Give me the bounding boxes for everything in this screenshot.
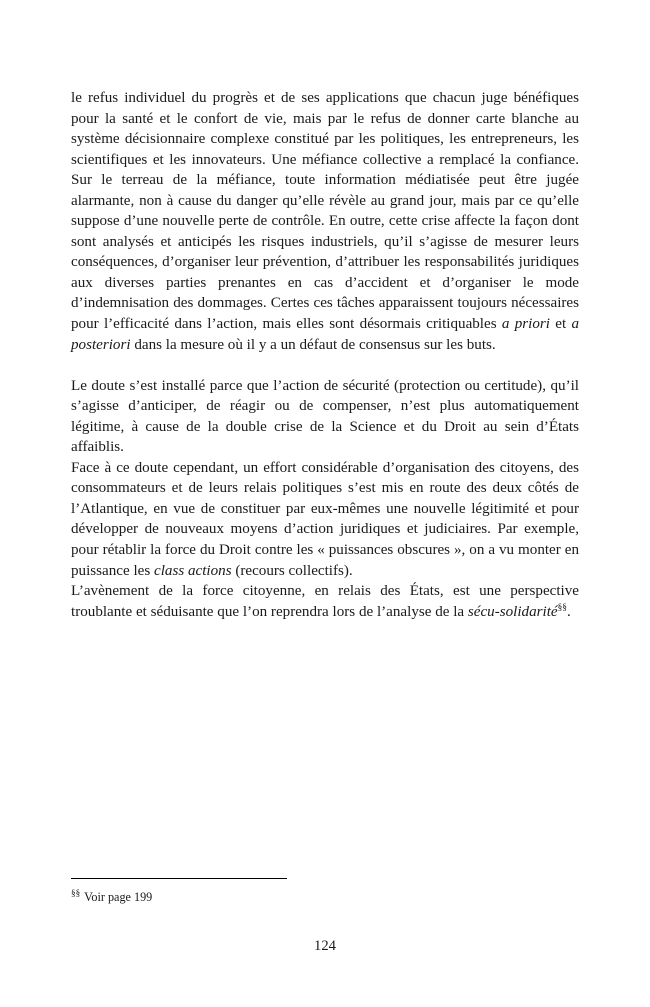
text-run: L’avènement de la force citoyenne, en relais des États, est une perspective troublante et séduisante que l’on reprendra lors de l’analyse de la	[71, 583, 579, 620]
body-paragraph-3	[71, 458, 579, 581]
text-run: .	[566, 603, 571, 620]
body-paragraph-4	[71, 581, 579, 622]
body-paragraph-1	[71, 88, 579, 355]
text-run: dans la mesure où il y a un défaut de consensus sur les buts.	[130, 336, 496, 353]
page-number: 124	[314, 938, 336, 954]
emphasis-text: sécu-solidarité	[467, 603, 558, 620]
text-run: Le doute s’est installé parce que l’action de sécurité (protection ou certitude), qu’il s’agisse d’anticiper, de réagir ou de compenser, n’est plus automatiquement légitime, à cause de la double crise de la Science et du Droit au sein d’États affaiblis.	[71, 377, 579, 456]
text-run: et	[549, 316, 572, 333]
emphasis-text: class actions	[154, 562, 232, 579]
footnote-area	[71, 878, 579, 905]
footnote-separator-rule	[71, 878, 287, 879]
footnote-label: Voir page 199	[84, 890, 153, 904]
footnote-reference-marker: §§	[557, 602, 567, 613]
footnote-entry	[71, 887, 579, 905]
body-text-column	[71, 88, 579, 622]
emphasis-text: a priori	[501, 316, 550, 333]
body-paragraph-2	[71, 376, 579, 458]
text-run: le refus individuel du progrès et de ses applications que chacun juge bénéfiques pour la santé et le confort de vie, mais par le refus de donner carte blanche au système décisionnaire complexe constitué par les politiques, les entrepreneurs, les scientifiques et les innovateurs. Une méfiance collective a remplacé la confiance. Sur le terreau de la méfiance, toute information médiatisée peut être jugée alarmante, non à cause du danger qu’elle révèle au grand jour, mais par ce qu’elle suppose d’une nouvelle perte de contrôle. En outre, cette crise affecte la façon dont sont analysés et anticipés les risques industriels, qu’il s’agisse de mesurer leurs conséquences, d’organiser leur prévention, d’attribuer les responsabilités juridiques aux diverses parties prenantes en cas d’accident et d’organiser le mode d’indemnisation des dommages. Certes ces tâches apparaissent toujours nécessaires pour l’efficacité dans l’action, mais elles sont désormais critiquables	[71, 90, 579, 333]
footnote-marker: §§	[71, 887, 81, 898]
text-run: (recours collectifs).	[231, 562, 353, 579]
text-run: Face à ce doute cependant, un effort considérable d’organisation des citoyens, des consommateurs et de leurs relais politiques s’est mis en route des deux côtés de l’Atlantique, en vue de constituer par eux-mêmes une nouvelle légitimité et pour développer de nouveaux moyens d’action juridiques et judiciaires. Par exemple, pour rétablir la force du Droit contre les « puissances obscures », on a vu monter en puissance les	[71, 459, 579, 579]
emphasis-text: a posteriori	[71, 316, 579, 353]
